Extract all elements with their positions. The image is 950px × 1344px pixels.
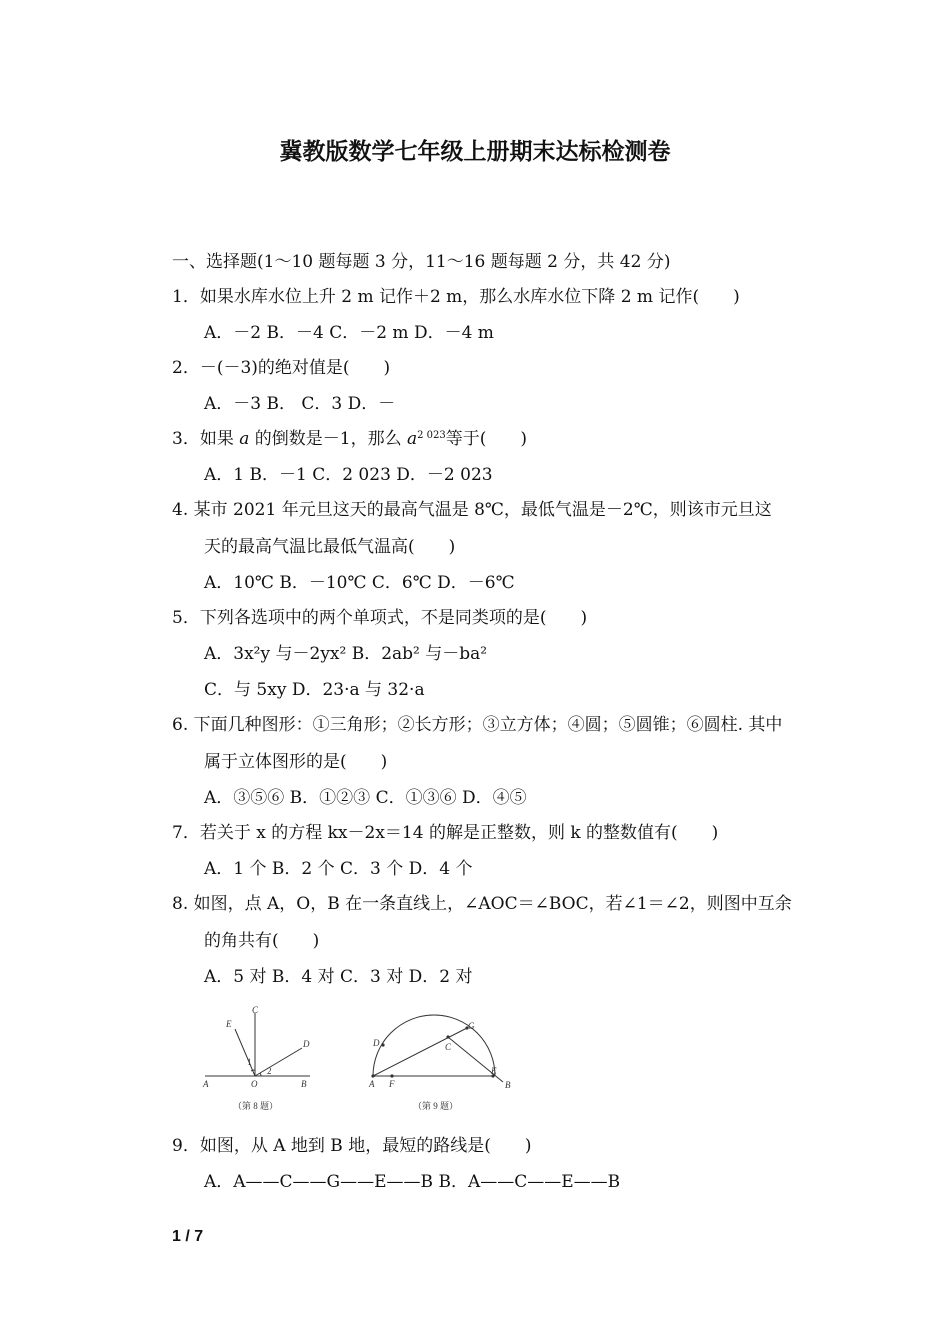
- fig8-label-c: C: [252, 1005, 259, 1015]
- q5-stem: 5．下列各选项中的两个单项式，不是同类项的是( ): [172, 608, 588, 628]
- q4-options: A．10℃ B．－10℃ C．6℃ D．－6℃: [204, 573, 515, 593]
- q5-options-cd: C．与 5xy D．23·a 与 32·a: [204, 680, 425, 700]
- fig9-label-a: A: [369, 1079, 375, 1089]
- q3-options: A．1 B．－1 C．2 023 D．－2 023: [204, 465, 493, 485]
- q3-var-a: a: [239, 429, 250, 449]
- fig8-ray-oe: [235, 1029, 255, 1076]
- q3-stem: [172, 428, 527, 450]
- q8-stem-line1: 8. 如图，点 A，O，B 在一条直线上，∠AOC＝∠BOC，若∠1＝∠2，则图中互余: [172, 894, 792, 914]
- fig9-label-d: D: [373, 1038, 380, 1048]
- fig8-label-b: B: [301, 1079, 307, 1089]
- fig9-label-f: F: [389, 1079, 395, 1089]
- q6-options: A．③⑤⑥ B．①②③ C．①③⑥ D．④⑤: [204, 788, 527, 808]
- q5-options-ab: A．3x²y 与－2yx² B．2ab² 与－ba²: [204, 644, 488, 664]
- figures: [195, 1003, 535, 1121]
- fig9-point-a: [371, 1074, 374, 1077]
- q9-options: A．A——C——G——E——B B．A——C——E——B: [204, 1172, 621, 1192]
- section-heading: 一、选择题(1～10 题每题 3 分，11～16 题每题 2 分，共 42 分): [172, 252, 671, 272]
- q3-exponent: 2 023: [417, 430, 446, 441]
- q4-stem-line2: 天的最高气温比最低气温高( ): [204, 537, 456, 557]
- q2-options: A．－3 B． C．3 D．－: [204, 394, 396, 414]
- fig9-point-c: [446, 1035, 449, 1038]
- q4-stem-line1: 4. 某市 2021 年元旦这天的最高气温是 8℃，最低气温是－2℃，则该市元旦这: [172, 500, 772, 520]
- q6-stem-line2: 属于立体图形的是( ): [204, 752, 388, 772]
- q6-stem-line1: 6. 下面几种图形：①三角形；②长方形；③立方体；④圆；⑤圆锥；⑥圆柱. 其中: [172, 715, 783, 735]
- fig9-label-b: B: [505, 1080, 511, 1090]
- fig9-point-d: [381, 1043, 384, 1046]
- page-number: 1 / 7: [172, 1228, 204, 1245]
- fig9-label-g: G: [468, 1021, 475, 1031]
- q9-stem: 9．如图，从 A 地到 B 地，最短的路线是( ): [172, 1136, 532, 1156]
- fig8-label-o: O: [251, 1079, 258, 1089]
- q7-stem: 7．若关于 x 的方程 kx－2x＝14 的解是正整数，则 k 的整数值有( ): [172, 823, 719, 843]
- figure-9: [373, 1015, 503, 1082]
- fig9-label-c: C: [445, 1042, 452, 1052]
- fig8-label-2: 2: [267, 1066, 272, 1076]
- q3-text-2: 的倒数是－1，那么: [249, 429, 407, 449]
- fig9-label-e: E: [491, 1066, 497, 1076]
- fig9-line-ag: [373, 1028, 467, 1076]
- fig9-point-f: [390, 1074, 393, 1077]
- q1-options: A．－2 B．－4 C．－2 m D．－4 m: [204, 323, 494, 343]
- fig8-label-e: E: [226, 1019, 232, 1029]
- page-title: 冀教版数学七年级上册期末达标检测卷: [279, 139, 671, 165]
- q2-stem: 2．－(－3)的绝对值是( ): [172, 358, 391, 378]
- q8-stem-line2: 的角共有( ): [204, 931, 320, 951]
- q8-options: A．5 对 B．4 对 C．3 对 D．2 对: [204, 967, 473, 987]
- fig8-label-a: A: [203, 1079, 209, 1089]
- fig8-label-1: 1: [247, 1057, 252, 1067]
- fig8-label-d: D: [303, 1039, 310, 1049]
- q3-text-1: 3．如果: [172, 429, 240, 449]
- fig9-caption: （第 9 题）: [413, 1101, 459, 1111]
- fig8-caption: （第 8 题）: [233, 1101, 279, 1111]
- figure-8: [205, 1013, 310, 1076]
- fig8-ray-od: [255, 1048, 302, 1076]
- q1-stem: 1．如果水库水位上升 2 m 记作＋2 m，那么水库水位下降 2 m 记作( ): [172, 287, 740, 307]
- q3-var-a-power: a: [407, 429, 418, 449]
- q3-text-3: 等于( ): [445, 429, 528, 449]
- q7-options: A．1 个 B．2 个 C．3 个 D．4 个: [204, 859, 473, 879]
